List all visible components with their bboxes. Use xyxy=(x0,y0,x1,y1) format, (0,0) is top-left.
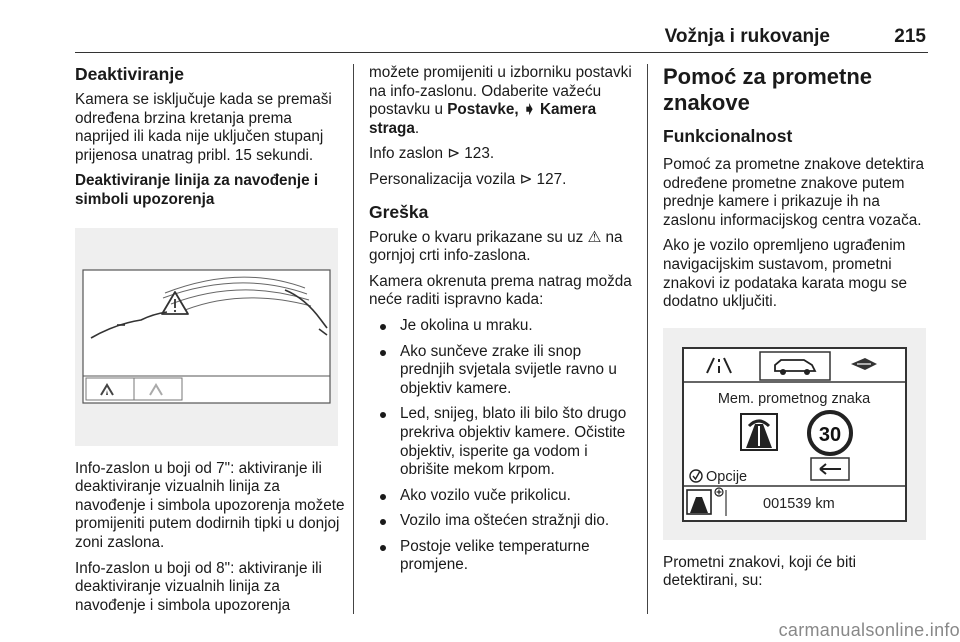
page-header xyxy=(75,26,928,52)
text: možete promijeniti u izborniku postavki na info-zaslonu. Odaberite važeću postavku u xyxy=(369,64,632,119)
driver-info-screen xyxy=(663,328,926,540)
column-3 xyxy=(663,64,928,598)
section-title: Vožnja i rukovanje xyxy=(664,26,830,47)
heading-functionality: Funkcionalnost xyxy=(663,126,793,146)
text: na gornjoj crti info-zaslona. xyxy=(369,228,623,265)
speed-value: 30 xyxy=(818,423,842,446)
bullet-list xyxy=(369,317,639,575)
paragraph: Kamera okrenuta prema natrag možda neće raditi ispravno kada: xyxy=(369,272,632,309)
heading-error: Greška xyxy=(369,201,429,222)
paragraph: možete promijeniti u izborniku postavki na info-zaslonu. Odaberite važeću postavku u Postavke, ➧ Kamera straga. xyxy=(369,64,632,137)
odometer-reading: 001539 km xyxy=(763,495,835,512)
page-number: 215 xyxy=(894,26,926,47)
list-item: Ako vozilo vuče prikolicu. xyxy=(369,487,639,506)
section-heading: Pomoć za prometne znakove xyxy=(663,64,873,115)
paragraph: Info-zaslon u boji od 7": aktiviranje ili deaktiviranje vizualnih linija za navođenje i simbola upozorenja možete promijeniti putem dodirnih tipki u donjoj zoni zaslona. xyxy=(75,459,345,551)
menu-path-rear-camera: Kamera straga xyxy=(369,101,597,137)
text: . xyxy=(414,119,420,137)
list-item: Je okolina u mraku. xyxy=(369,317,639,336)
text: Poruke o kvaru prikazane su uz xyxy=(369,228,588,246)
warning-triangle-icon: ⚠ xyxy=(587,228,602,246)
arrow-icon: ➧ xyxy=(522,101,536,119)
options-label: Opcije xyxy=(706,468,748,485)
camera-screen-illustration xyxy=(75,228,338,446)
paragraph: Pomoć za prometne znakove detektira određene prometne znakove putem prednje kamere i prikazuje ih na zaslonu informacijskog centra vozača. xyxy=(663,156,925,229)
column-2 xyxy=(369,64,639,582)
column-1 xyxy=(75,64,345,622)
menu-title: Mem. prometnog znaka xyxy=(717,390,871,407)
list-item: Vozilo ima oštećen stražnji dio. xyxy=(369,512,639,531)
list-item: Postoje velike temperaturne promjene. xyxy=(369,538,639,575)
camera-guidelines-figure xyxy=(75,228,338,446)
menu-path-settings: Postavke xyxy=(447,101,515,119)
cross-reference: Personalizacija vozila ⊳ 127. xyxy=(369,170,567,188)
watermark: carmanualsonline.info xyxy=(778,620,960,640)
column-divider-2 xyxy=(647,64,648,614)
motorway-small-icon xyxy=(687,490,711,514)
paragraph: Info-zaslon u boji od 8": aktiviranje ili deaktiviranje vizualnih linija za navođenje i simbola upozorenja xyxy=(75,559,322,614)
paragraph: Prometni znakovi, koji će biti detektirani, su: xyxy=(663,553,856,590)
traffic-sign-display-figure xyxy=(663,328,926,540)
list-item: Led, snijeg, blato ili bilo što drugo prekriva objektiv kamere. Očistite objektiv, isperite ga vodom i obrišite mekom krpom. xyxy=(369,405,639,479)
subheading: Deaktiviranje linija za navođenje i simboli upozorenja xyxy=(75,172,319,208)
motorway-sign-icon xyxy=(741,414,777,450)
paragraph: Kamera se isključuje kada se premaši određena brzina kretanja prema naprijed ili kada nije uključen stupanj prijenosa unatrag pribl. 15 sekundi. xyxy=(75,91,332,164)
heading-deactivate: Deaktiviranje xyxy=(75,64,184,84)
cross-reference: Info zaslon ⊳ 123. xyxy=(369,145,495,163)
header-rule xyxy=(75,52,928,53)
speed-limit-sign-icon xyxy=(809,412,851,454)
paragraph: Ako je vozilo opremljeno ugrađenim navigacijskim sustavom, prometni znakovi iz podataka karata mogu se dodatno uključiti. xyxy=(663,237,908,311)
list-item: Ako sunčeve zrake ili snop prednjih svjetala svijetle ravno u objektiv kamere. xyxy=(369,343,639,399)
column-divider-1 xyxy=(353,64,354,614)
paragraph xyxy=(369,229,639,266)
